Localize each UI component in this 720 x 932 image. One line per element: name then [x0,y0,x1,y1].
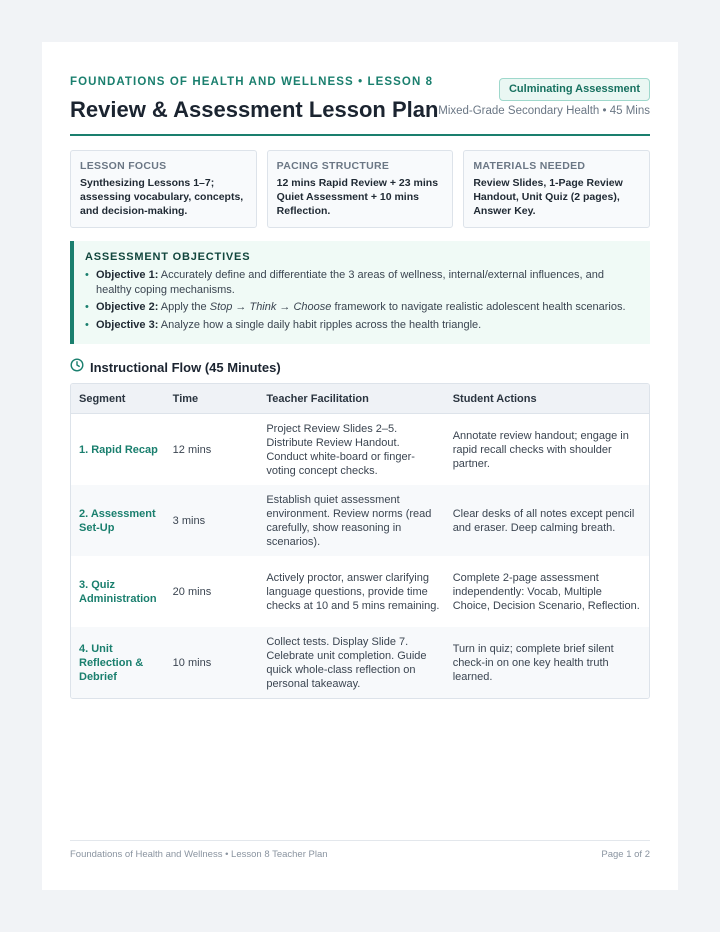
column-header-teacher: Teacher Facilitation [266,392,369,405]
objective-item [85,318,638,333]
page-number: Page 1 of 2 [601,849,650,860]
course-kicker: FOUNDATIONS OF HEALTH AND WELLNESS • LESSON 8 [70,76,434,88]
segment-time: 10 mins [172,656,212,669]
column-header-segment: Segment [79,392,126,405]
section-title: Instructional Flow (45 Minutes) [90,359,281,375]
instructional-flow-heading [70,358,281,376]
card-label: MATERIALS NEEDED [473,160,586,172]
segment-name: 2. Assessment Set-Up [79,507,156,534]
bullet-icon: • [85,301,89,313]
segment-time: 20 mins [172,585,212,598]
teacher-facilitation: Collect tests. Display Slide 7. Celebrate unit completion. Guide quick whole-class reflection on personal takeaway. [266,635,427,690]
student-actions: Turn in quiz; complete brief silent check-in on one key health truth learned. [452,642,614,683]
segment-name: 4. Unit Reflection & Debrief [79,642,144,683]
bullet-icon: • [85,269,89,281]
footer-course-label: Foundations of Health and Wellness • Lesson 8 Teacher Plan [70,849,328,860]
objective-text: framework to navigate realistic adolescent health scenarios. [331,301,626,313]
teacher-facilitation: Establish quiet assessment environment. Review norms (read carefully, show reasoning in scenarios). [266,493,432,548]
lesson-plan-page [42,42,678,890]
bullet-icon: • [85,318,89,331]
student-actions: Complete 2-page assessment independently: Vocab, Multiple Choice, Decision Scenario, Reflection. [452,571,640,612]
objectives-heading: ASSESSMENT OBJECTIVES [85,251,251,263]
header-divider [70,134,650,136]
objective-item [85,300,638,315]
pacing-structure-card [267,150,454,228]
page-subtitle: Mixed-Grade Secondary Health • 45 Mins [438,105,650,117]
objective-label: Objective 2: [96,301,159,313]
assessment-objectives [70,241,650,344]
column-header-student: Student Actions [452,392,537,405]
objective-label: Objective 1: [96,269,159,281]
table-row [71,485,649,556]
materials-needed-card [463,150,650,228]
segment-time: 12 mins [172,443,212,456]
framework-name: Stop → Think → Choose [209,301,332,313]
footer-divider [70,840,650,841]
table-row [71,414,649,485]
card-text: 12 mins Rapid Review + 23 mins Quiet Assessment + 10 mins Reflection. [276,177,439,217]
card-text: Synthesizing Lessons 1–7; assessing vocabulary, concepts, and decision-making. [80,177,244,217]
segment-name: 3. Quiz Administration [79,578,157,605]
card-text: Review Slides, 1-Page Review Handout, Unit Quiz (2 pages), Answer Key. [473,177,623,217]
summary-cards [70,150,650,228]
table-row [71,556,649,627]
objective-text: Accurately define and differentiate the 3 areas of wellness, internal/external influences, and healthy coping mechanisms. [96,269,604,296]
instructional-flow-table [70,383,650,699]
table-row [71,627,649,698]
segment-name: 1. Rapid Recap [79,443,158,456]
lesson-focus-card [70,150,257,228]
clock-icon [70,358,84,377]
card-label: LESSON FOCUS [80,160,167,172]
student-actions: Clear desks of all notes except pencil and eraser. Deep calming breath. [452,507,635,534]
table-header-row [71,384,649,414]
objective-text: Analyze how a single daily habit ripples across the health triangle. [158,318,482,331]
page-title: Review & Assessment Lesson Plan [70,97,439,122]
segment-time: 3 mins [172,514,206,527]
student-actions: Annotate review handout; engage in rapid recall checks with shoulder partner. [452,429,629,470]
objective-item [85,268,638,297]
card-label: PACING STRUCTURE [276,160,390,172]
objective-text: Apply the [158,301,210,313]
teacher-facilitation: Project Review Slides 2–5. Distribute Review Handout. Conduct white-board or finger-voting concept checks. [266,422,415,477]
objective-label: Objective 3: [96,318,159,331]
teacher-facilitation: Actively proctor, answer clarifying language questions, provide time checks at 10 and 5 mins remaining. [266,571,440,612]
column-header-time: Time [172,392,199,405]
assessment-badge: Culminating Assessment [499,78,650,101]
